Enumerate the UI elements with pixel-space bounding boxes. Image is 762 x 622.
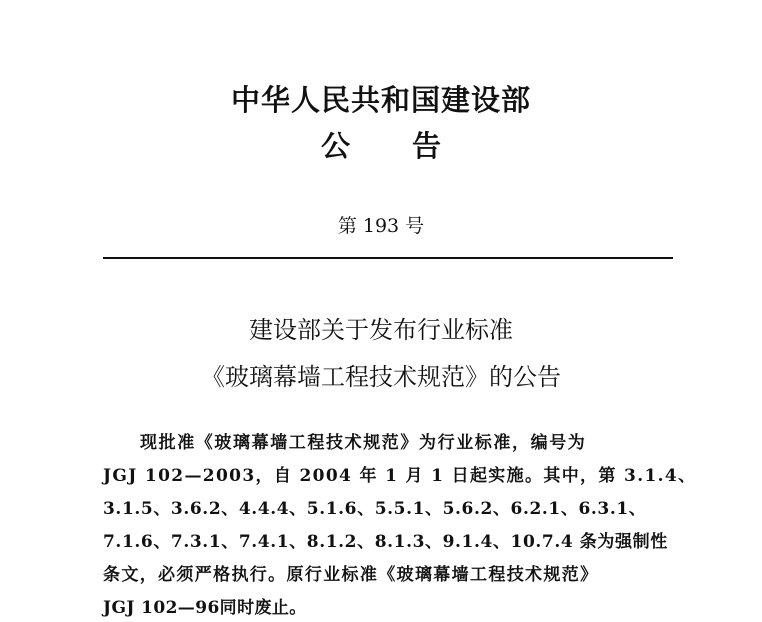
- announcement-number: 第 193 号: [337, 215, 425, 237]
- body-line-5: 条文，必须严格执行。原行业标准《玻璃幕墙工程技术规范》: [103, 565, 599, 585]
- ministry-title: 中华人民共和国建设部: [230, 83, 531, 117]
- body-line-6: JGJ 102—96同时废止。: [103, 598, 307, 618]
- header-divider: [103, 257, 673, 259]
- body-line-1: 现批准《玻璃幕墙工程技术规范》为行业标准，编号为: [140, 433, 587, 453]
- document-type-heading: [0, 128, 762, 164]
- body-line-3: 3.1.5、3.6.2、4.4.4、5.1.6、5.5.1、5.6.2、6.2.1、6.3.1、: [103, 499, 647, 519]
- body-line-2: JGJ 102—2003，自 2004 年 1 月 1 日起实施。其中，第 3.1.4、: [103, 466, 697, 486]
- notice-title-line-1: 建设部关于发布行业标准: [249, 316, 513, 344]
- document-type-char-2: 告: [412, 129, 442, 163]
- notice-title-line-2: 《玻璃幕墙工程技术规范》的公告: [201, 363, 561, 391]
- body-line-4: 7.1.6、7.3.1、7.4.1、8.1.2、8.1.3、9.1.4、10.7.4 条为强制性: [103, 532, 668, 552]
- document-type-char-1: 公: [320, 129, 350, 163]
